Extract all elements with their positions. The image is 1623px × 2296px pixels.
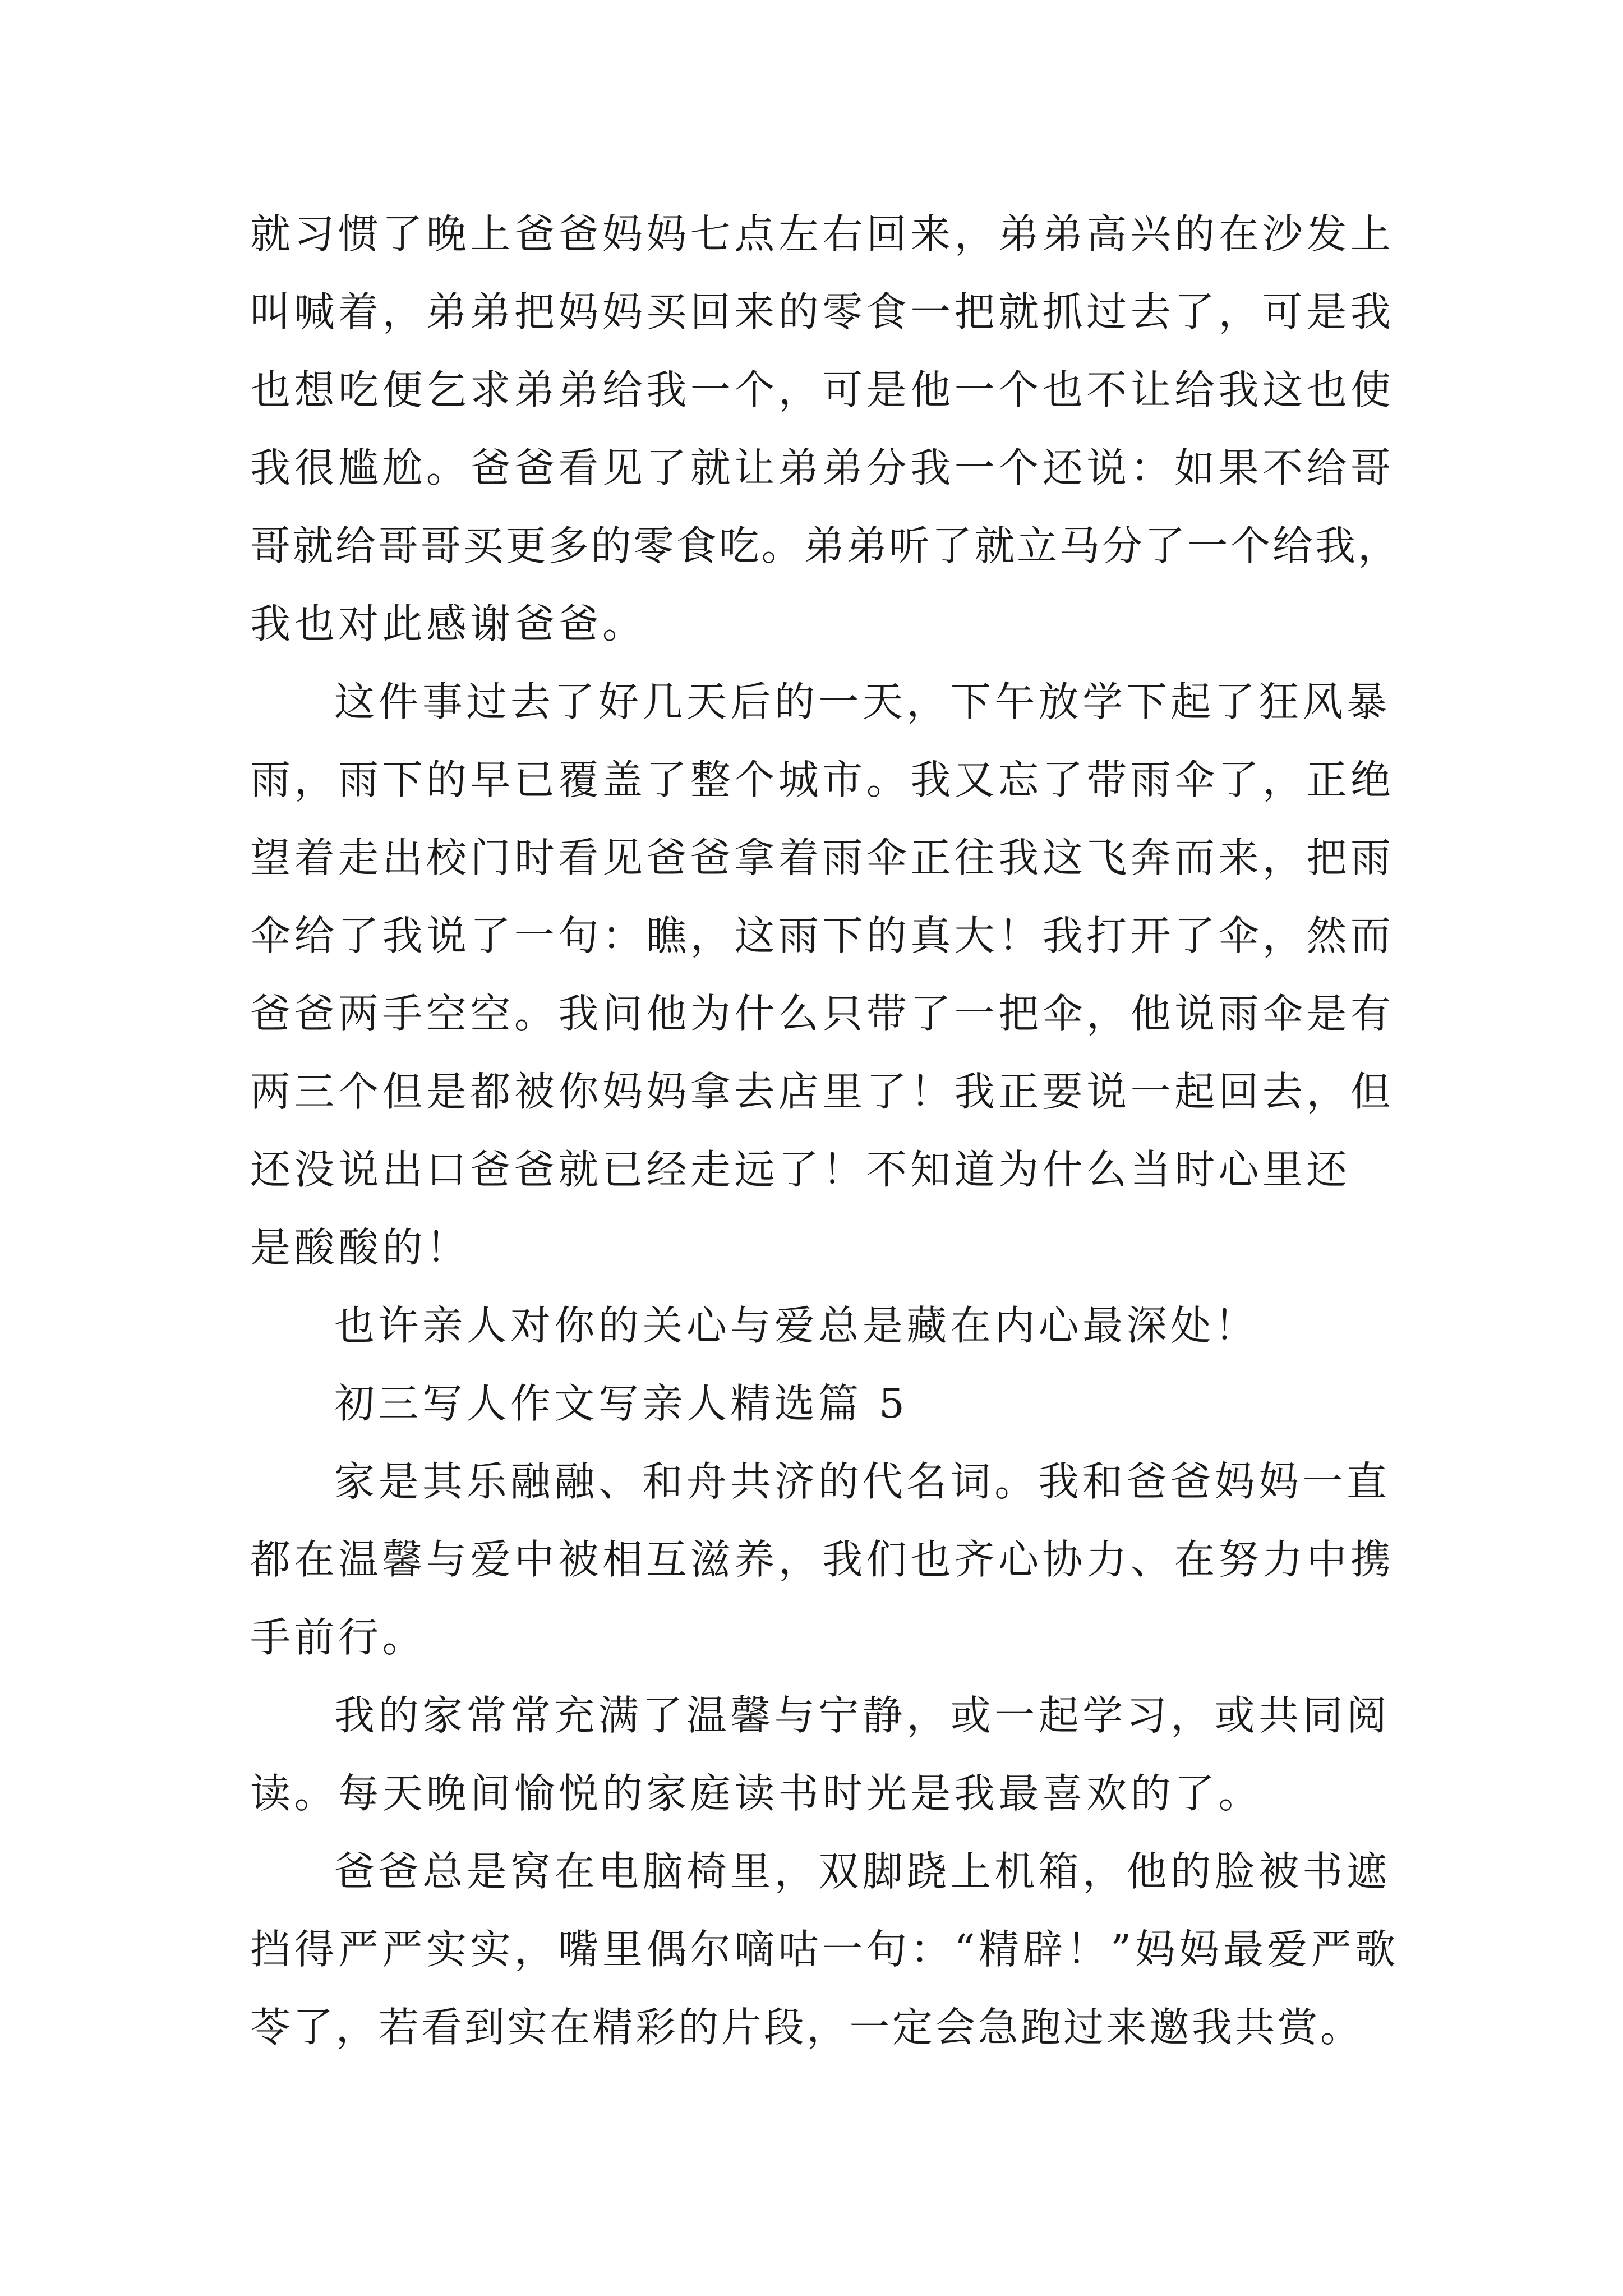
text-line: 也想吃便乞求弟弟给我一个，可是他一个也不让给我这也使 (250, 366, 1395, 413)
text-line: 望着走出校门时看见爸爸拿着雨伞正往我这飞奔而来，把雨 (250, 834, 1395, 881)
section-heading: 初三写人作文写亲人精选篇 5 (334, 1380, 909, 1427)
text-line: 挡得严严实实，嘴里偶尔嘀咕一句：“精辟！”妈妈最爱严歌 (250, 1926, 1399, 1973)
text-line: 苓了，若看到实在精彩的片段，一定会急跑过来邀我共赏。 (250, 2004, 1363, 2051)
text-line: 我很尴尬。爸爸看见了就让弟弟分我一个还说：如果不给哥 (250, 444, 1395, 491)
text-line: 两三个但是都被你妈妈拿去店里了！我正要说一起回去，但 (250, 1068, 1395, 1115)
text-line: 伞给了我说了一句：瞧，这雨下的真大！我打开了伞，然而 (250, 912, 1395, 959)
text-line: 雨，雨下的早已覆盖了整个城市。我又忘了带雨伞了，正绝 (250, 756, 1395, 803)
text-line: 是酸酸的！ (250, 1224, 471, 1271)
text-line: 叫喊着，弟弟把妈妈买回来的零食一把就抓过去了，可是我 (250, 288, 1395, 335)
paragraph-start-line: 我的家常常充满了温馨与宁静，或一起学习，或共同阅 (334, 1692, 1391, 1739)
text-line: 手前行。 (250, 1614, 426, 1661)
text-line: 哥就给哥哥买更多的零食吃。弟弟听了就立马分了一个给我， (250, 522, 1400, 569)
paragraph-start-line: 也许亲人对你的关心与爱总是藏在内心最深处！ (334, 1302, 1259, 1349)
paragraph-start-line: 家是其乐融融、和舟共济的代名词。我和爸爸妈妈一直 (334, 1458, 1391, 1505)
text-line: 我也对此感谢爸爸。 (250, 600, 647, 647)
text-line: 还没说出口爸爸就已经走远了！不知道为什么当时心里还 (250, 1146, 1351, 1193)
text-line: 爸爸两手空空。我问他为什么只带了一把伞，他说雨伞是有 (250, 990, 1395, 1037)
paragraph-start-line: 这件事过去了好几天后的一天，下午放学下起了狂风暴 (334, 678, 1391, 725)
text-line: 读。每天晚间愉悦的家庭读书时光是我最喜欢的了。 (250, 1770, 1263, 1817)
text-line: 就习惯了晚上爸爸妈妈七点左右回来，弟弟高兴的在沙发上 (250, 210, 1395, 257)
paragraph-start-line: 爸爸总是窝在电脑椅里，双脚跷上机箱，他的脸被书遮 (334, 1848, 1391, 1895)
text-line: 都在温馨与爱中被相互滋养，我们也齐心协力、在努力中携 (250, 1536, 1395, 1583)
